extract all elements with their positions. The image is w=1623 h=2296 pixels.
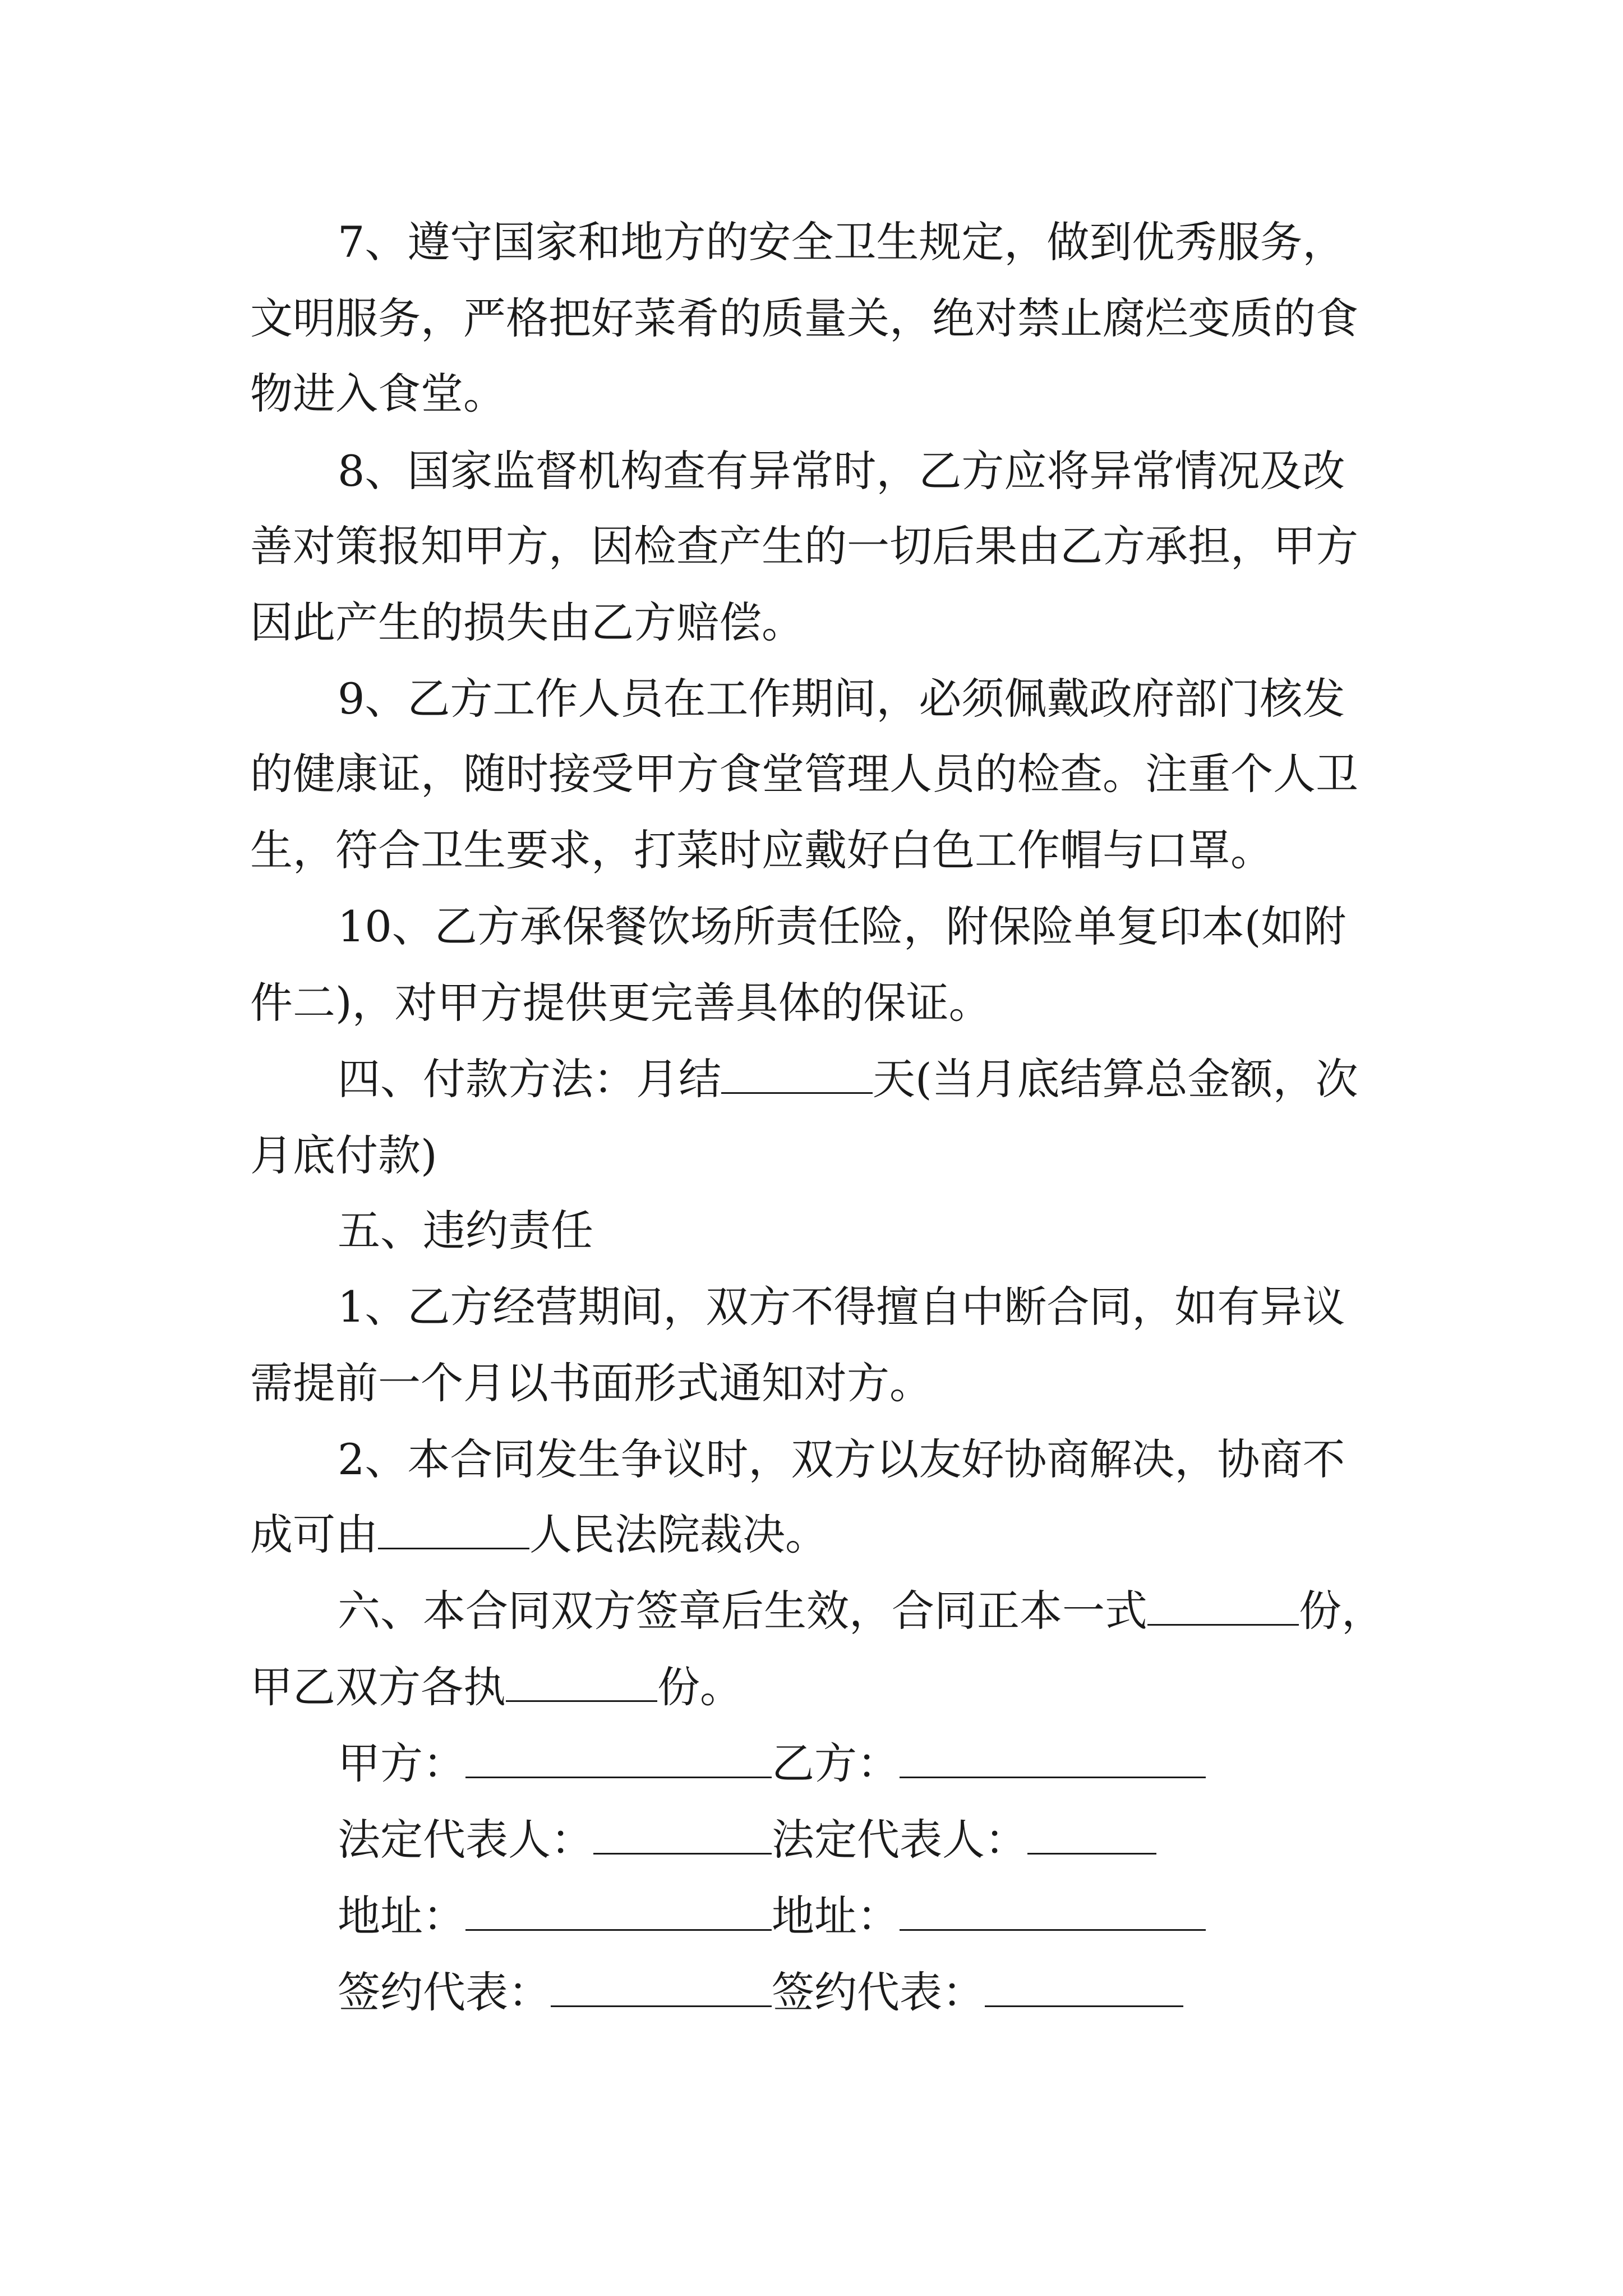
payment-line-1: [338, 1051, 1358, 1107]
clause-10-line-1: 10、乙方承保餐饮场所责任险，附保险单复印本(如附: [338, 901, 1347, 951]
payment-days-blank: [721, 1057, 873, 1094]
breach-item-2-line-2: [250, 1507, 828, 1563]
breach-heading: 五、违约责任: [338, 1205, 593, 1255]
address-a-label: 地址：: [338, 1891, 465, 1941]
signing-rep-a-label: 签约代表：: [338, 1967, 551, 2017]
signing-rep-b-label: 签约代表：: [772, 1967, 985, 2017]
signature-row-signing-rep: [338, 1964, 1183, 2021]
breach-item-1-line-2: 需提前一个月以书面形式通知对方。: [250, 1358, 932, 1408]
party-a-label: 甲方：: [338, 1738, 465, 1788]
court-blank: [378, 1513, 529, 1549]
copies-each-blank: [506, 1665, 657, 1702]
clause-8-line-1: 8、国家监督机构查有异常时，乙方应将异常情况及改: [338, 446, 1345, 496]
signature-row-legal-rep: [338, 1812, 1156, 1868]
court-label-cont: 人民法院裁决。: [529, 1510, 828, 1559]
address-b-label: 地址：: [772, 1891, 900, 1941]
party-b-label: 乙方：: [772, 1738, 900, 1788]
clause-9-line-2: 的健康证，随时接受甲方食堂管理人员的检查。注重个人卫: [250, 749, 1358, 799]
copies-label-cont: 份，: [1299, 1586, 1384, 1636]
address-a-blank: [465, 1894, 772, 1931]
address-b-blank: [900, 1894, 1206, 1931]
legal-rep-a-blank: [593, 1818, 772, 1855]
breach-item-1-line-1: 1、乙方经营期间，双方不得擅自中断合同，如有异议: [338, 1282, 1345, 1332]
signature-row-party: [338, 1736, 1206, 1792]
each-party-label: 甲乙双方各执: [250, 1662, 506, 1712]
party-b-blank: [900, 1742, 1206, 1778]
breach-item-2-line-1: 2、本合同发生争议时，双方以友好协商解决，协商不: [338, 1434, 1345, 1484]
effect-line-1: [338, 1583, 1384, 1639]
each-party-label-cont: 份。: [657, 1662, 743, 1712]
clause-7-line-2: 文明服务，严格把好菜肴的质量关，绝对禁止腐烂变质的食: [250, 293, 1358, 343]
clause-7-line-1: 7、遵守国家和地方的安全卫生规定，做到优秀服务，: [338, 217, 1345, 267]
clause-7-line-3: 物进入食堂。: [250, 369, 506, 418]
court-label: 成可由: [250, 1510, 378, 1559]
party-a-blank: [465, 1742, 772, 1778]
signing-rep-a-blank: [551, 1971, 772, 2007]
payment-label-cont: 天(当月底结算总金额，次: [873, 1054, 1358, 1104]
payment-line-2: 月底付款): [250, 1130, 437, 1180]
copies-label: 六、本合同双方签章后生效，合同正本一式: [338, 1586, 1147, 1636]
clause-8-line-3: 因此产生的损失由乙方赔偿。: [250, 597, 804, 647]
payment-label: 四、付款方法：月结: [338, 1054, 721, 1104]
clause-9-line-1: 9、乙方工作人员在工作期间，必须佩戴政府部门核发: [338, 674, 1345, 724]
clause-9-line-3: 生，符合卫生要求，打菜时应戴好白色工作帽与口罩。: [250, 825, 1273, 875]
effect-line-2: [250, 1659, 743, 1715]
legal-rep-a-label: 法定代表人：: [338, 1815, 593, 1865]
clause-8-line-2: 善对策报知甲方，因检查产生的一切后果由乙方承担，甲方: [250, 521, 1358, 571]
clause-10-line-2: 件二)，对甲方提供更完善具体的保证。: [250, 978, 992, 1028]
legal-rep-b-blank: [1027, 1818, 1156, 1855]
signing-rep-b-blank: [985, 1971, 1183, 2007]
signature-row-address: [338, 1888, 1206, 1944]
legal-rep-b-label: 法定代表人：: [772, 1815, 1027, 1865]
copies-total-blank: [1147, 1589, 1299, 1626]
